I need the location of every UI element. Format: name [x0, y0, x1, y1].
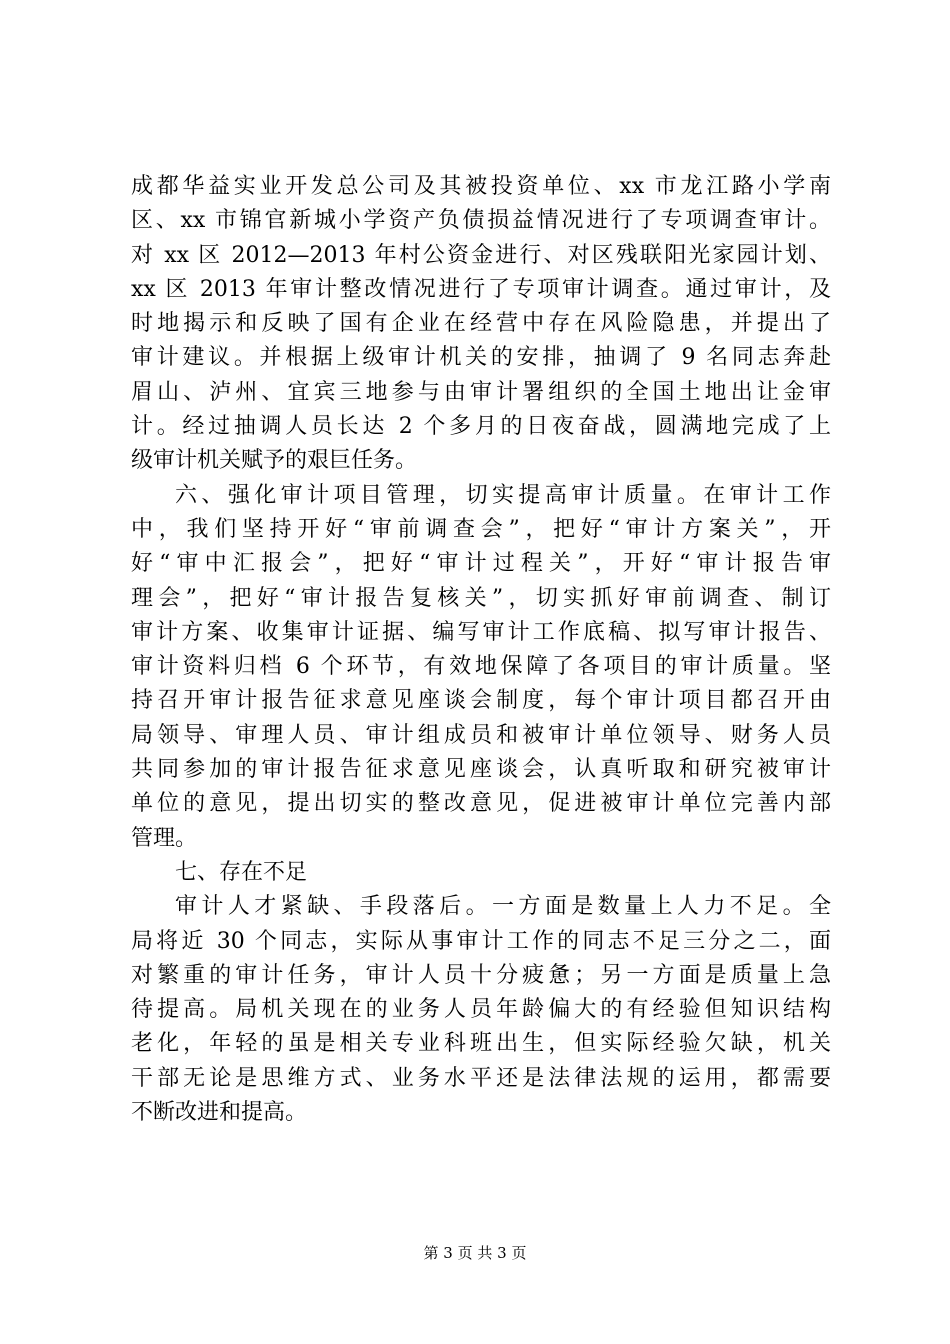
- document-body: [131, 170, 831, 1130]
- text-line: 管理。: [131, 825, 198, 851]
- section-heading-line: 六、强化审计项目管理，切实提高审计质量。在审计工作: [175, 482, 831, 508]
- text-line: 待提高。局机关现在的业务人员年龄偏大的有经验但知识结构: [131, 997, 831, 1023]
- text-line: 审计资料归档 6 个环节，有效地保障了各项目的审计质量。坚: [131, 654, 831, 680]
- text-line: 对 xx 区 2012—2013 年村公资金进行、对区残联阳光家园计划、: [131, 242, 831, 268]
- text-line: 老化，年轻的虽是相关专业科班出生，但实际经验欠缺，机关: [131, 1031, 831, 1057]
- text-line: xx 区 2013 年审计整改情况进行了专项审计调查。通过审计，及: [131, 276, 831, 302]
- text-line: 计。经过抽调人员长达 2 个多月的日夜奋战，圆满地完成了上: [131, 414, 831, 440]
- text-line: 级审计机关赋予的艰巨任务。: [131, 448, 418, 474]
- text-line: 共同参加的审计报告征求意见座谈会，认真听取和研究被审计: [131, 757, 831, 783]
- text-line: 眉山、泸州、宜宾三地参与由审计署组织的全国土地出让金审: [131, 379, 831, 405]
- text-line: 审计建议。并根据上级审计机关的安排，抽调了 9 名同志奔赴: [131, 345, 831, 371]
- text-line: 审计方案、收集审计证据、编写审计工作底稿、拟写审计报告、: [131, 619, 831, 645]
- paragraph-audit-projects: [131, 170, 831, 479]
- text-line: 干部无论是思维方式、业务水平还是法律法规的运用，都需要: [131, 1065, 831, 1091]
- text-line: 单位的意见，提出切实的整改意见，促进被审计单位完善内部: [131, 791, 831, 817]
- text-line: 中，我们坚持开好“审前调查会”，把好“审计方案关”，开: [131, 516, 831, 542]
- paragraph-section-seven-heading: [131, 856, 831, 890]
- text-line: 局将近 30 个同志，实际从事审计工作的同志不足三分之二，面: [131, 928, 831, 954]
- paragraph-shortcomings: [131, 890, 831, 1130]
- text-line: 持召开审计报告征求意见座谈会制度，每个审计项目都召开由: [131, 688, 831, 714]
- text-line: 理会”，把好“审计报告复核关”，切实抓好审前调查、制订: [131, 585, 831, 611]
- text-line: 局领导、审理人员、审计组成员和被审计单位领导、财务人员: [131, 722, 831, 748]
- text-line: 对繁重的审计任务，审计人员十分疲惫；另一方面是质量上急: [131, 962, 831, 988]
- text-line: 成都华益实业开发总公司及其被投资单位、xx 市龙江路小学南: [131, 174, 831, 199]
- paragraph-section-six: [131, 479, 831, 856]
- text-line: 区、xx 市锦官新城小学资产负债损益情况进行了专项调查审计。: [131, 208, 831, 234]
- text-line: 好“审中汇报会”，把好“审计过程关”，开好“审计报告审: [131, 551, 831, 577]
- text-line: 不断改进和提高。: [131, 1100, 308, 1126]
- section-heading: 七、存在不足: [175, 859, 308, 885]
- text-line: 时地揭示和反映了国有企业在经营中存在风险隐患，并提出了: [131, 311, 831, 337]
- page-number-footer: 第 3 页 共 3 页: [423, 1244, 527, 1262]
- text-line: 审计人才紧缺、手段落后。一方面是数量上人力不足。全: [175, 894, 831, 920]
